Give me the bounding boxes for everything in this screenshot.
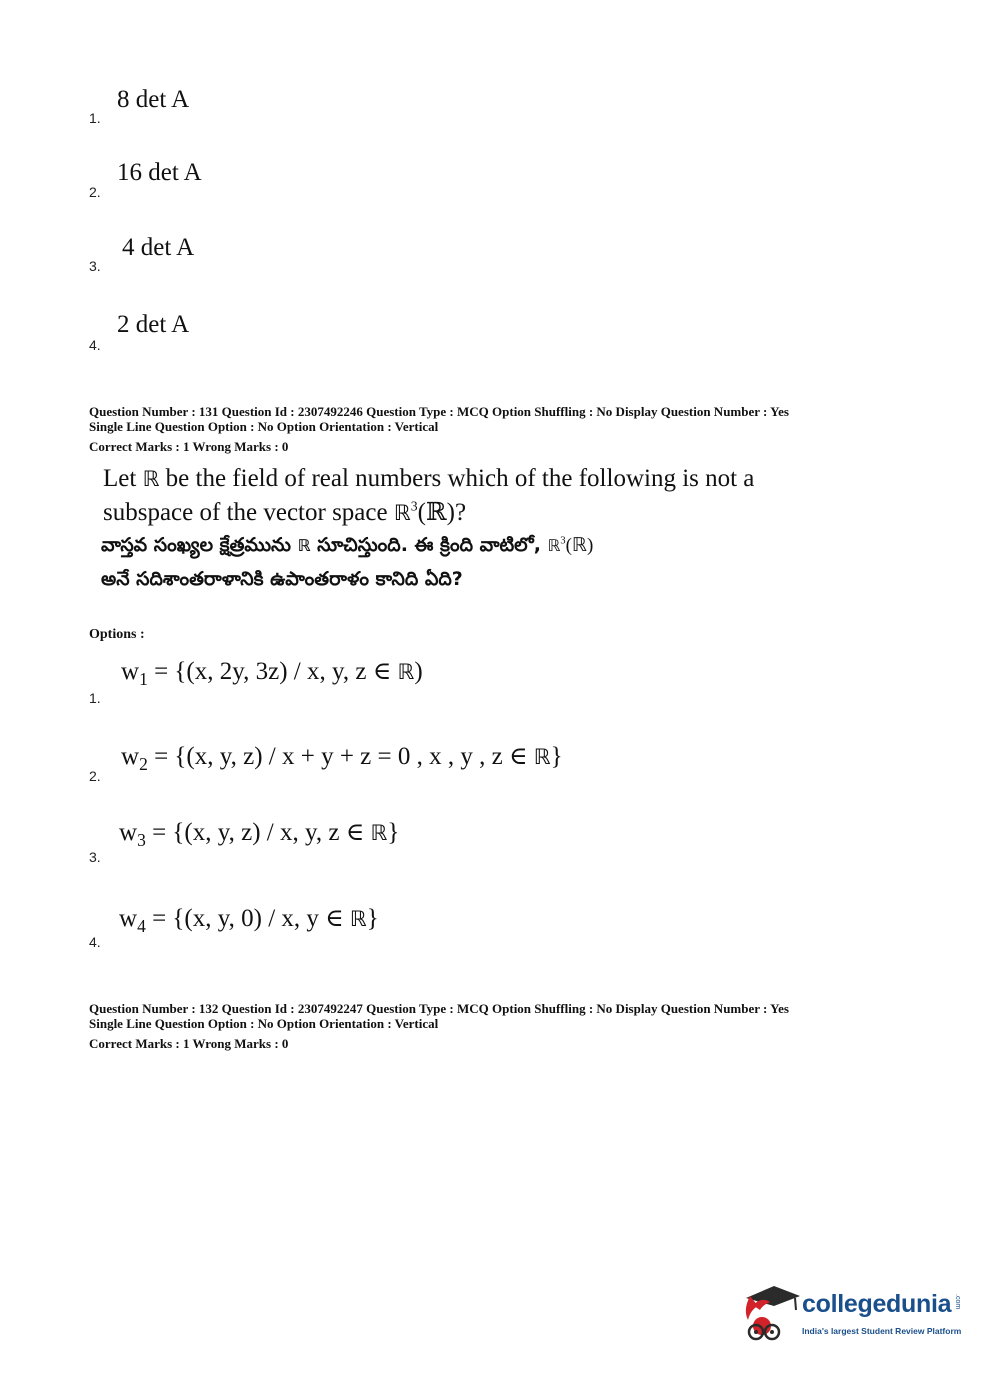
real-numbers-symbol: ℝ [142, 467, 160, 492]
prev-option-4-number: 4. [89, 337, 101, 353]
q131-option-1-number: 1. [89, 690, 101, 706]
q131-question-te-line1 [101, 534, 593, 561]
q132-meta-line3: Correct Marks : 1 Wrong Marks : 0 [89, 1036, 289, 1051]
prev-option-4-text: 2 det A [117, 311, 190, 338]
brand-tagline: India's largest Student Review Platform [802, 1326, 962, 1336]
q131-en-text-d: (ℝ)? [417, 499, 467, 526]
q131-option-4-number: 4. [89, 934, 101, 950]
brand-domain: .com [954, 1294, 961, 1310]
r3-tail-te: (ℝ) [565, 535, 594, 556]
prev-option-3-text: 4 det A [122, 234, 195, 261]
q131-option-4-text: $w_4 = \{(x$, y, 0) / x, y ∈ ℝ} [119, 905, 379, 936]
r3-symbol-te: ℝ [547, 536, 561, 555]
q131-question-en-line2 [103, 497, 466, 527]
prev-option-2-number: 2. [89, 184, 101, 200]
r3-superscript-te: 3 [560, 535, 566, 547]
collegedunia-logo [740, 1282, 970, 1352]
q131-meta-line3: Correct Marks : 1 Wrong Marks : 0 [89, 439, 289, 454]
r3-symbol: ℝ [393, 501, 411, 526]
q131-te-text-b: సూచిస్తుంది. ఈ క్రింది వాటిలో, [310, 534, 548, 556]
q131-meta-line1: Question Number : 131 Question Id : 2307492246 Question Type : MCQ Option Shuffling : No Display Question Number : Yes [89, 404, 789, 419]
q131-option-3-number: 3. [89, 849, 101, 865]
q131-en-text-c: subspace of the vector space [103, 499, 394, 526]
prev-option-3-number: 3. [89, 258, 101, 274]
q131-question-te-line2: అనే సదిశాంతరాళానికి ఉపాంతరాళం కానిది ఏది? [101, 568, 463, 590]
q131-meta-line2: Single Line Question Option : No Option Orientation : Vertical [89, 419, 439, 434]
q131-option-3-text: $w_3 = \{(x$, y, z) / x, y, z ∈ ℝ} [119, 819, 400, 850]
prev-option-1-text: 8 det A [117, 86, 190, 113]
prev-option-2-text: 16 det A [117, 159, 202, 186]
q131-en-text-b: be the field of real numbers which of the following is not a [159, 465, 755, 492]
q131-option-2-text: $w_2 = \{(x$, y, z) / x + y + z = 0 , x , y , z ∈ ℝ} [121, 743, 563, 774]
q132-meta-line1: Question Number : 132 Question Id : 2307492247 Question Type : MCQ Option Shuffling : No Display Question Number : Yes [89, 1001, 789, 1016]
q131-option-2-number: 2. [89, 768, 101, 784]
real-numbers-symbol-te: ℝ [297, 536, 311, 555]
q131-te-text-a: వాస్తవ సంఖ్యల క్షేత్రమును [101, 534, 298, 556]
q132-meta-line2: Single Line Question Option : No Option Orientation : Vertical [89, 1016, 439, 1031]
r3-superscript: 3 [410, 498, 418, 514]
q131-question-en-line1 [103, 465, 754, 493]
options-label: Options : [89, 627, 145, 642]
prev-option-1-number: 1. [89, 110, 101, 126]
q131-option-1-text: $w_1 = \{(x$, 2y, 3z) / x, y, z ∈ ℝ) [121, 658, 423, 689]
brand-name: collegedunia [802, 1290, 952, 1318]
mascot-icon [740, 1282, 802, 1350]
q131-en-text-a: Let [103, 465, 143, 492]
